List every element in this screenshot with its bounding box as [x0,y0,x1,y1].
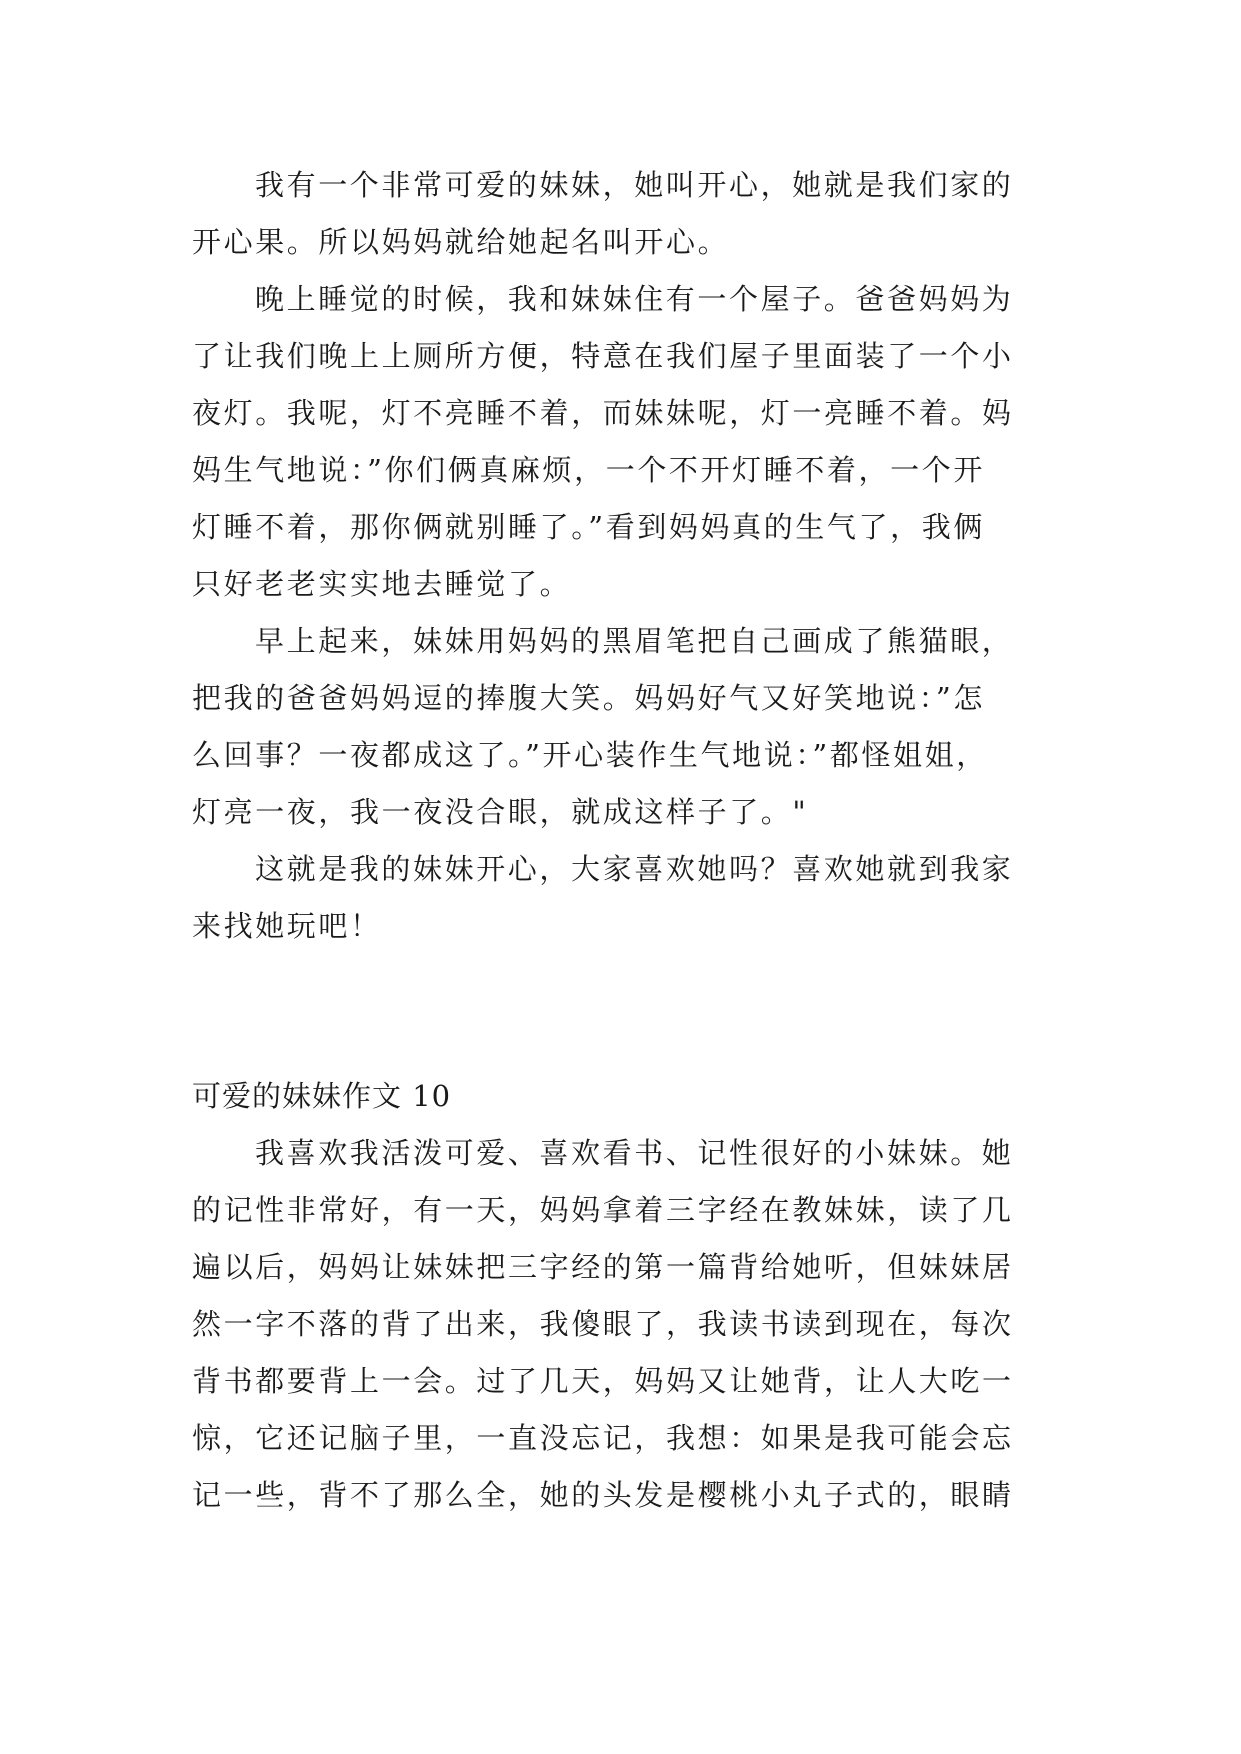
paragraph-line: 早上起来，妹妹用妈妈的黑眉笔把自己画成了熊猫眼， [255,624,1014,658]
paragraph-line: 把我的爸爸妈妈逗的捧腹大笑。妈妈好气又好笑地说：”怎 [192,681,985,715]
paragraph-line: 开心果。所以妈妈就给她起名叫开心。 [192,225,730,259]
paragraph-line: 来找她玩吧！ [192,909,382,943]
paragraph-line: 妈生气地说：”你们俩真麻烦，一个不开灯睡不着，一个开 [192,453,985,487]
paragraph-line: 灯睡不着，那你俩就别睡了。”看到妈妈真的生气了，我俩 [192,510,985,544]
paragraph-line: 背书都要背上一会。过了几天，妈妈又让她背，让人大吃一 [192,1364,1014,1398]
paragraph-line: 我有一个非常可爱的妹妹，她叫开心，她就是我们家的 [255,168,1014,202]
paragraph-line: 我喜欢我活泼可爱、喜欢看书、记性很好的小妹妹。她 [255,1136,1014,1170]
paragraph-line: 灯亮一夜，我一夜没合眼，就成这样子了。" [192,795,809,829]
paragraph-line: 晚上睡觉的时候，我和妹妹住有一个屋子。爸爸妈妈为 [255,282,1014,316]
paragraph-line: 这就是我的妹妹开心，大家喜欢她吗？喜欢她就到我家 [255,852,1014,886]
paragraph-line: 了让我们晚上上厕所方便，特意在我们屋子里面装了一个小 [192,339,1014,373]
paragraph-line: 遍以后，妈妈让妹妹把三字经的第一篇背给她听，但妹妹居 [192,1250,1014,1284]
section-heading: 可爱的妹妹作文 10 [192,1079,452,1113]
paragraph-line: 只好老老实实地去睡觉了。 [192,567,572,601]
paragraph-line: 的记性非常好，有一天，妈妈拿着三字经在教妹妹，读了几 [192,1193,1014,1227]
paragraph-line: 然一字不落的背了出来，我傻眼了，我读书读到现在，每次 [192,1307,1014,1341]
paragraph-line: 么回事？一夜都成这了。”开心装作生气地说：”都怪姐姐， [192,738,988,772]
paragraph-line: 惊，它还记脑子里，一直没忘记，我想：如果是我可能会忘 [192,1421,1014,1455]
paragraph-line: 记一些，背不了那么全，她的头发是樱桃小丸子式的，眼睛 [192,1478,1014,1512]
paragraph-line: 夜灯。我呢，灯不亮睡不着，而妹妹呢，灯一亮睡不着。妈 [192,396,1014,430]
